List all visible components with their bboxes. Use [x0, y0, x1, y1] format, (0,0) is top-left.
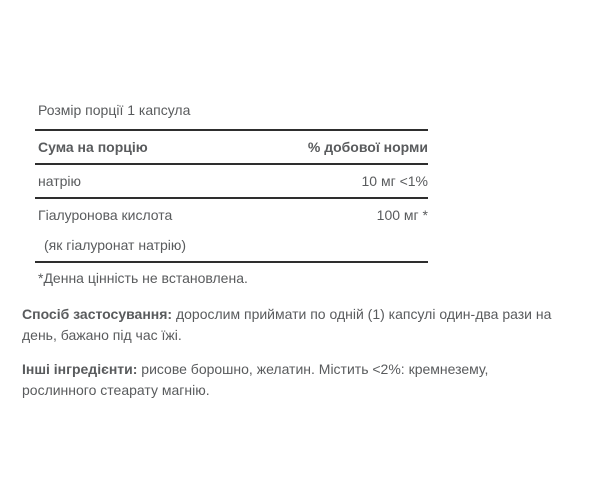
supplement-facts-table: [35, 129, 428, 263]
ingredient-source-note: (як гіалуронат натрію): [44, 237, 187, 253]
other-ingredients-label: Інші інгредієнти:: [22, 361, 138, 377]
table-row-sodium: [35, 165, 428, 199]
serving-size-text: Розмір порції 1 капсула: [38, 102, 191, 118]
ingredient-amount: 10 мг <1%: [361, 173, 428, 189]
ingredient-amount: 100 мг *: [376, 207, 428, 223]
other-ingredients-paragraph: [22, 359, 588, 401]
ingredient-name-block: [38, 207, 186, 254]
header-daily-value: % добової норми: [307, 139, 428, 155]
header-amount-per-serving: Сума на порцію: [38, 139, 148, 155]
daily-value-footnote: *Денна цінність не встановлена.: [38, 270, 248, 286]
other-ingredients-line-2: рослинного стеарату магнію.: [22, 382, 210, 398]
directions-paragraph: [22, 304, 588, 346]
directions-line-2: день, бажано під час їжі.: [22, 327, 182, 343]
ingredient-name: натрію: [38, 173, 82, 189]
other-ingredients-text: рисове борошно, желатин. Містить <2%: кремнезему,: [137, 361, 489, 377]
directions-line-1: [22, 304, 588, 325]
table-row-hyaluronic-acid: [35, 199, 428, 263]
other-ingredients-line-1: [22, 359, 588, 380]
directions-text: дорослим приймати по одній (1) капсулі один-два рази на: [172, 306, 552, 322]
directions-label: Спосіб застосування:: [22, 306, 173, 322]
table-header-row: [35, 131, 428, 165]
ingredient-name: Гіалуронова кислота: [38, 207, 173, 223]
